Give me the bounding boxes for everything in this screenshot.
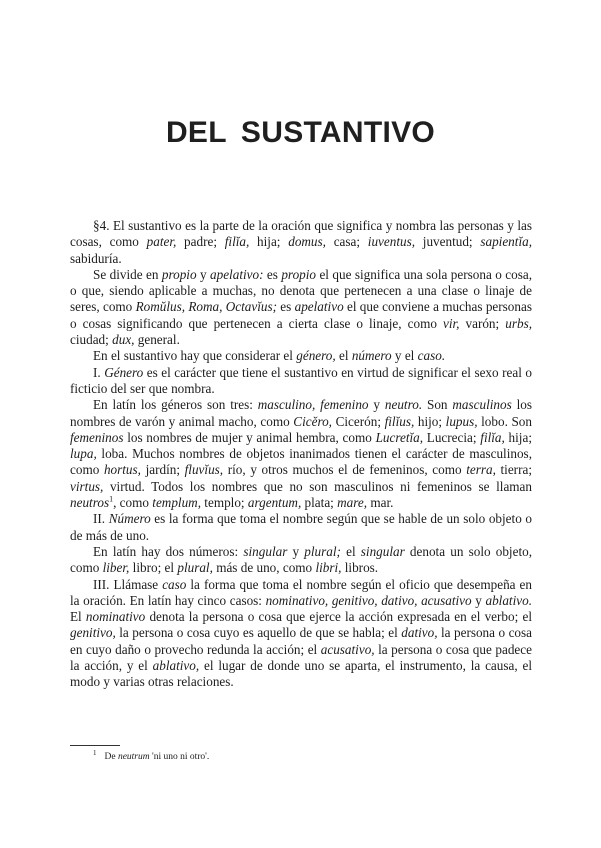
paragraph-definition: §4. El sustantivo es la parte de la oración que significa y nombra las personas y las cosas, como pater, padre; filĭa, hija; domus, casa; iuventus, juventud; sapientĭa, sabiduría. [70,218,532,266]
paragraph-caso: III. Llámase caso la forma que toma el nombre según el oficio que desempeña en la oración. En latín hay cinco casos: nominativo, genitivo, dativo, acusativo y ablativo. El nominativo denota la persona o cosa que ejerce la acción expresada en el verbo; el genitivo, la persona o cosa cuyo es aquello de que se habla; el dativo, la persona o cosa en cuyo daño o provecho redunda la acción; el acusativo, la persona o cosa que padece la acción, y el ablativo, el lugar de donde uno se aparta, el instrumento, la causa, el modo y varias otras relaciones. [70,576,532,690]
footnote-divider [70,745,120,746]
paragraph-accidents: En el sustantivo hay que considerar el género, el número y el caso. [93,348,446,364]
footnote-number: 1 [93,748,97,757]
page-title: DEL SUSTANTIVO [165,116,436,150]
main-text [70,218,532,691]
footnote: $^1$ De neutrum 'ni uno ni otro'. [93,748,210,762]
paragraph-numeros-latin: En latín hay dos números: singular y plural; el singular denota un solo objeto, como liber, libro; el plural, más de uno, como libri, libros. [70,543,533,576]
footnote-ref[interactable]: 1 [109,494,114,504]
paragraph-generos-latin: En latín los géneros son tres: masculino, femenino y neutro. Son masculinos los nombres de varón y animal macho, como Cicĕro, Cicerón; filĭus, hijo; lupus, lobo. Son femeninos los nombres de mujer y animal hembra, como Lucretĭa, Lucrecia; filĭa, hija; lupa, loba. Muchos nombres de objetos inanimados tienen el carácter de masculinos, como hortus, jardín; fluvĭus, río, y otros muchos el de femeninos, como terra, tierra; virtus, virtud. Todos los nombres que no son masculinos ni femeninos se llaman neutros$^1$, como templum, templo; argentum, plata; mare, mar. [70,397,533,511]
paragraph-genero-definition: I. Género es el carácter que tiene el sustantivo en virtud de significar el sexo real o ficticio del ser que nombra. [70,364,532,396]
paragraph-numero-definition: II. Número es la forma que toma el nombre según que se hable de un solo objeto o de más de uno. [70,511,532,543]
paragraph-propio-apelativo: Se divide en propio y apelativo: es propio el que significa una sola persona o cosa, o que, siendo aplicable a muchas, no denota que pertenecen a una clase o linaje de seres, como Romŭlus, Roma, Octavĭus; es apelativo el que conviene a muchas personas o cosas significando que pertenecen a cierta clase o linaje, como vir, varón; urbs, ciudad; dux, general. [70,266,532,348]
